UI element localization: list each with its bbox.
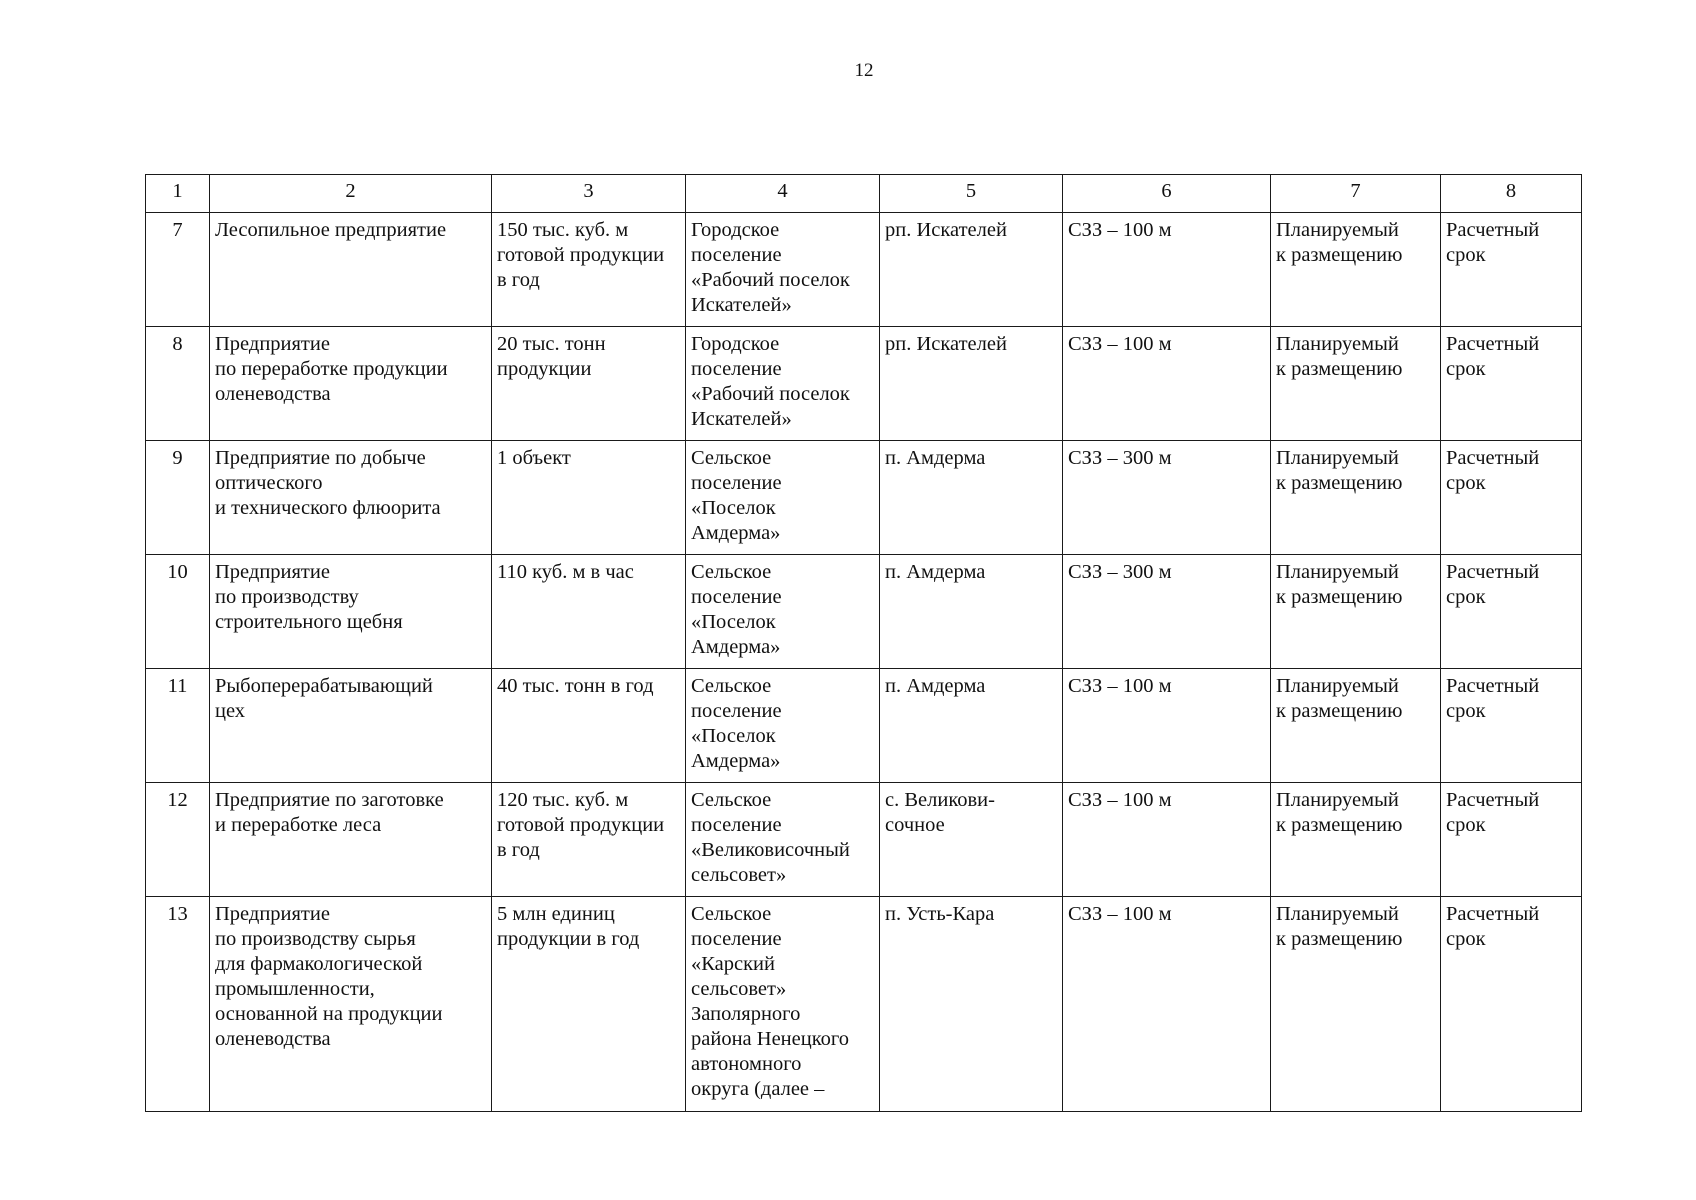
facility-capacity: 20 тыс. тонн продукции: [492, 327, 686, 441]
status: Планируемый к размещению: [1271, 441, 1441, 555]
sanitary-zone: СЗЗ – 300 м: [1063, 555, 1271, 669]
term: Расчетный срок: [1441, 213, 1582, 327]
facility-capacity: 120 тыс. куб. м готовой продукции в год: [492, 783, 686, 897]
column-header: 2: [210, 175, 492, 213]
status: Планируемый к размещению: [1271, 327, 1441, 441]
table-row: [146, 441, 1582, 555]
location: п. Амдерма: [880, 555, 1063, 669]
table-row: [146, 555, 1582, 669]
facility-capacity: 40 тыс. тонн в год: [492, 669, 686, 783]
term: Расчетный срок: [1441, 441, 1582, 555]
facility-capacity: 1 объект: [492, 441, 686, 555]
term: Расчетный срок: [1441, 897, 1582, 1112]
sanitary-zone: СЗЗ – 300 м: [1063, 441, 1271, 555]
municipality: Городское поселение «Рабочий поселок Искателей»: [686, 327, 880, 441]
municipality: Сельское поселение «Карский сельсовет» Заполярного района Ненецкого автономного округа (далее –: [686, 897, 880, 1112]
term: Расчетный срок: [1441, 783, 1582, 897]
column-header: 6: [1063, 175, 1271, 213]
facility-name: Предприятие по заготовке и переработке леса: [210, 783, 492, 897]
sanitary-zone: СЗЗ – 100 м: [1063, 669, 1271, 783]
sanitary-zone: СЗЗ – 100 м: [1063, 213, 1271, 327]
table-row: [146, 783, 1582, 897]
row-number: 12: [146, 783, 210, 897]
column-header: 7: [1271, 175, 1441, 213]
location: п. Амдерма: [880, 441, 1063, 555]
municipality: Сельское поселение «Поселок Амдерма»: [686, 441, 880, 555]
location: п. Усть-Кара: [880, 897, 1063, 1112]
column-header: 8: [1441, 175, 1582, 213]
row-number: 7: [146, 213, 210, 327]
column-header: 5: [880, 175, 1063, 213]
page-number: 12: [854, 60, 874, 81]
facility-capacity: 5 млн единиц продукции в год: [492, 897, 686, 1112]
facility-capacity: 150 тыс. куб. м готовой продукции в год: [492, 213, 686, 327]
municipality: Городское поселение «Рабочий поселок Искателей»: [686, 213, 880, 327]
term: Расчетный срок: [1441, 555, 1582, 669]
status: Планируемый к размещению: [1271, 669, 1441, 783]
sanitary-zone: СЗЗ – 100 м: [1063, 783, 1271, 897]
column-header: 1: [146, 175, 210, 213]
sanitary-zone: СЗЗ – 100 м: [1063, 327, 1271, 441]
status: Планируемый к размещению: [1271, 897, 1441, 1112]
facility-name: Предприятие по производству сырья для фармакологической промышленности, основанной на продукции оленеводства: [210, 897, 492, 1112]
row-number: 10: [146, 555, 210, 669]
row-number: 13: [146, 897, 210, 1112]
term: Расчетный срок: [1441, 669, 1582, 783]
row-number: 9: [146, 441, 210, 555]
sanitary-zone: СЗЗ – 100 м: [1063, 897, 1271, 1112]
status: Планируемый к размещению: [1271, 213, 1441, 327]
table-row: [146, 327, 1582, 441]
column-header: 3: [492, 175, 686, 213]
location: п. Амдерма: [880, 669, 1063, 783]
row-number: 11: [146, 669, 210, 783]
row-number: 8: [146, 327, 210, 441]
status: Планируемый к размещению: [1271, 555, 1441, 669]
facility-name: Лесопильное предприятие: [210, 213, 492, 327]
municipality: Сельское поселение «Поселок Амдерма»: [686, 669, 880, 783]
facility-name: Предприятие по производству строительного щебня: [210, 555, 492, 669]
location: с. Великови- сочное: [880, 783, 1063, 897]
table-row: [146, 669, 1582, 783]
facility-capacity: 110 куб. м в час: [492, 555, 686, 669]
facility-name: Предприятие по переработке продукции оленеводства: [210, 327, 492, 441]
status: Планируемый к размещению: [1271, 783, 1441, 897]
location: рп. Искателей: [880, 213, 1063, 327]
column-header: 4: [686, 175, 880, 213]
facility-name: Рыбоперерабатывающий цех: [210, 669, 492, 783]
location: рп. Искателей: [880, 327, 1063, 441]
municipality: Сельское поселение «Поселок Амдерма»: [686, 555, 880, 669]
municipality: Сельское поселение «Великовисочный сельсовет»: [686, 783, 880, 897]
facility-name: Предприятие по добыче оптического и технического флюорита: [210, 441, 492, 555]
term: Расчетный срок: [1441, 327, 1582, 441]
table-row: [146, 897, 1582, 1112]
table-header-row: [146, 175, 1582, 213]
facilities-table: [145, 174, 1582, 1112]
table-row: [146, 213, 1582, 327]
